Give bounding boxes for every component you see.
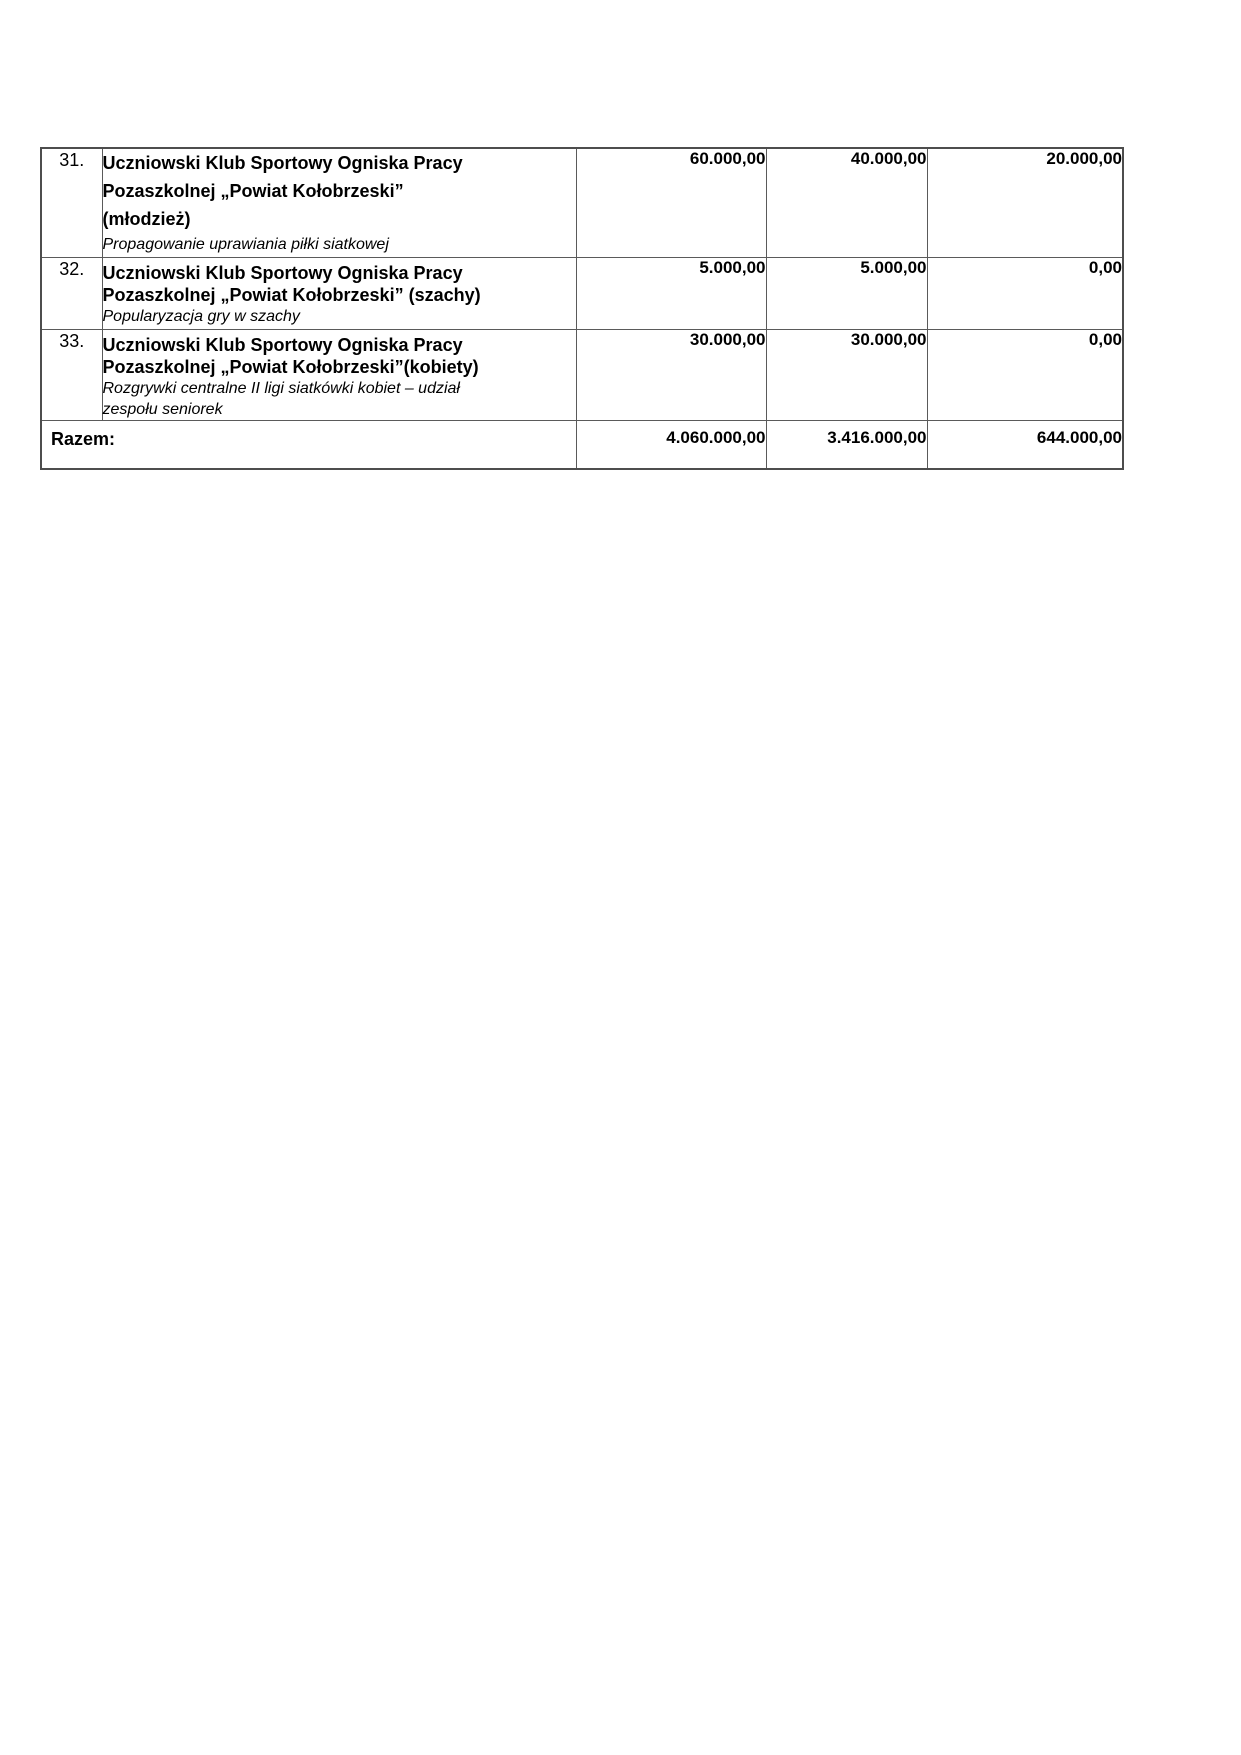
amount-granted-cell: 5.000,00 — [766, 258, 927, 330]
task-description-line: zespołu seniorek — [102, 401, 223, 418]
organization-name-line: (młodzież) — [102, 209, 191, 229]
table-row — [41, 148, 1123, 258]
amount-granted-cell: 30.000,00 — [766, 330, 927, 421]
total-label: Razem: — [41, 421, 576, 469]
row-number: 31. — [41, 148, 102, 258]
row-number: 32. — [41, 258, 102, 330]
amount-requested-cell: 30.000,00 — [576, 330, 766, 421]
total-amount-granted-cell: 3.416.000,00 — [766, 421, 927, 469]
amount-requested-cell: 5.000,00 — [576, 258, 766, 330]
organization-name-line: Uczniowski Klub Sportowy Ogniska Pracy — [102, 335, 463, 355]
organization-name-line: Pozaszkolnej „Powiat Kołobrzeski”(kobiety) — [102, 357, 479, 377]
amount-difference-cell: 0,00 — [927, 330, 1123, 421]
amount-difference-cell: 0,00 — [927, 258, 1123, 330]
total-row — [41, 421, 1123, 469]
organization-name-line: Pozaszkolnej „Powiat Kołobrzeski” — [102, 181, 404, 201]
amount-difference-cell: 20.000,00 — [927, 148, 1123, 258]
organization-name-line: Pozaszkolnej „Powiat Kołobrzeski” (szachy) — [102, 285, 481, 305]
total-amount-difference-cell: 644.000,00 — [927, 421, 1123, 469]
task-description-line: Propagowanie uprawiania piłki siatkowej — [102, 236, 389, 253]
organization-name-line: Uczniowski Klub Sportowy Ogniska Pracy — [102, 263, 463, 283]
table-row — [41, 330, 1123, 421]
organization-name-line: Uczniowski Klub Sportowy Ogniska Pracy — [102, 153, 463, 173]
grants-table — [40, 147, 1124, 470]
row-number: 33. — [41, 330, 102, 421]
organization-cell — [102, 330, 576, 421]
task-description-line: Popularyzacja gry w szachy — [102, 308, 300, 325]
amount-granted-cell: 40.000,00 — [766, 148, 927, 258]
amount-requested-cell: 60.000,00 — [576, 148, 766, 258]
table-row — [41, 258, 1123, 330]
total-amount-requested-cell: 4.060.000,00 — [576, 421, 766, 469]
organization-cell — [102, 148, 576, 258]
organization-cell — [102, 258, 576, 330]
task-description-line: Rozgrywki centralne II ligi siatkówki kobiet – udział — [102, 380, 460, 397]
